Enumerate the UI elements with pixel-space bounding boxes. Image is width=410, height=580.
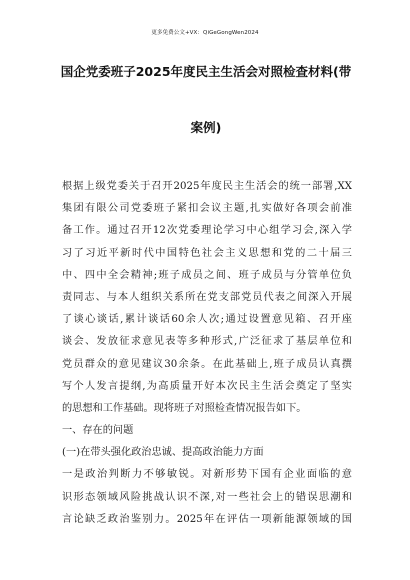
body-line: 谈会、发放征求意见表等多种形式,广泛征求了基层单位和: [62, 336, 352, 348]
subsection-heading: (一)在带头强化政治忠诚、提高政治能力方面: [62, 447, 264, 459]
section-heading: 一、存在的问题: [62, 425, 134, 437]
document-body: [62, 176, 352, 531]
body-line: 识形态领域风险挑战认识不深,对一些社会上的错误思潮和: [62, 491, 352, 503]
header-note: 更多免费公文+VX：QiGeGongWen2024: [151, 30, 259, 36]
body-line: 集团有限公司党委班子紧扣会议主题,扎实做好各项会前准: [62, 203, 352, 215]
body-line: 了谈心谈话,累计谈话60余人次;通过设置意见箱、召开座: [62, 314, 352, 326]
body-line: 根据上级党委关于召开2025年度民主生活会的统一部署,XX: [62, 181, 352, 192]
document-title-line-2: 案例): [190, 120, 222, 135]
body-line: 的思想和工作基础。现将班子对照检查情况报告如下。: [62, 402, 307, 414]
body-line: 责同志、与本人组织关系所在党支部党员代表之间深入开展: [62, 291, 352, 303]
document-title-line-1: 国企党委班子2025年度民主生活会对照检查材料(带: [60, 64, 352, 79]
body-line: 中、四中全会精神;班子成员之间、班子成员与分管单位负: [62, 269, 352, 281]
body-line: 写个人发言提纲,为高质量开好本次民主生活会奠定了坚实: [62, 380, 352, 392]
body-line: 党员群众的意见建议30余条。在此基础上,班子成员认真撰: [62, 358, 352, 370]
body-line: 备工作。通过召开12次党委理论学习中心组学习会,深入学: [62, 225, 352, 237]
body-line: 一是政治判断力不够敏锐。对新形势下国有企业面临的意: [62, 469, 352, 481]
body-line: 言论缺乏政治鉴别力。2025年在评估一项新能源领域的国: [62, 513, 352, 525]
body-line: 习了习近平新时代中国特色社会主义思想和党的二十届三: [62, 247, 352, 259]
